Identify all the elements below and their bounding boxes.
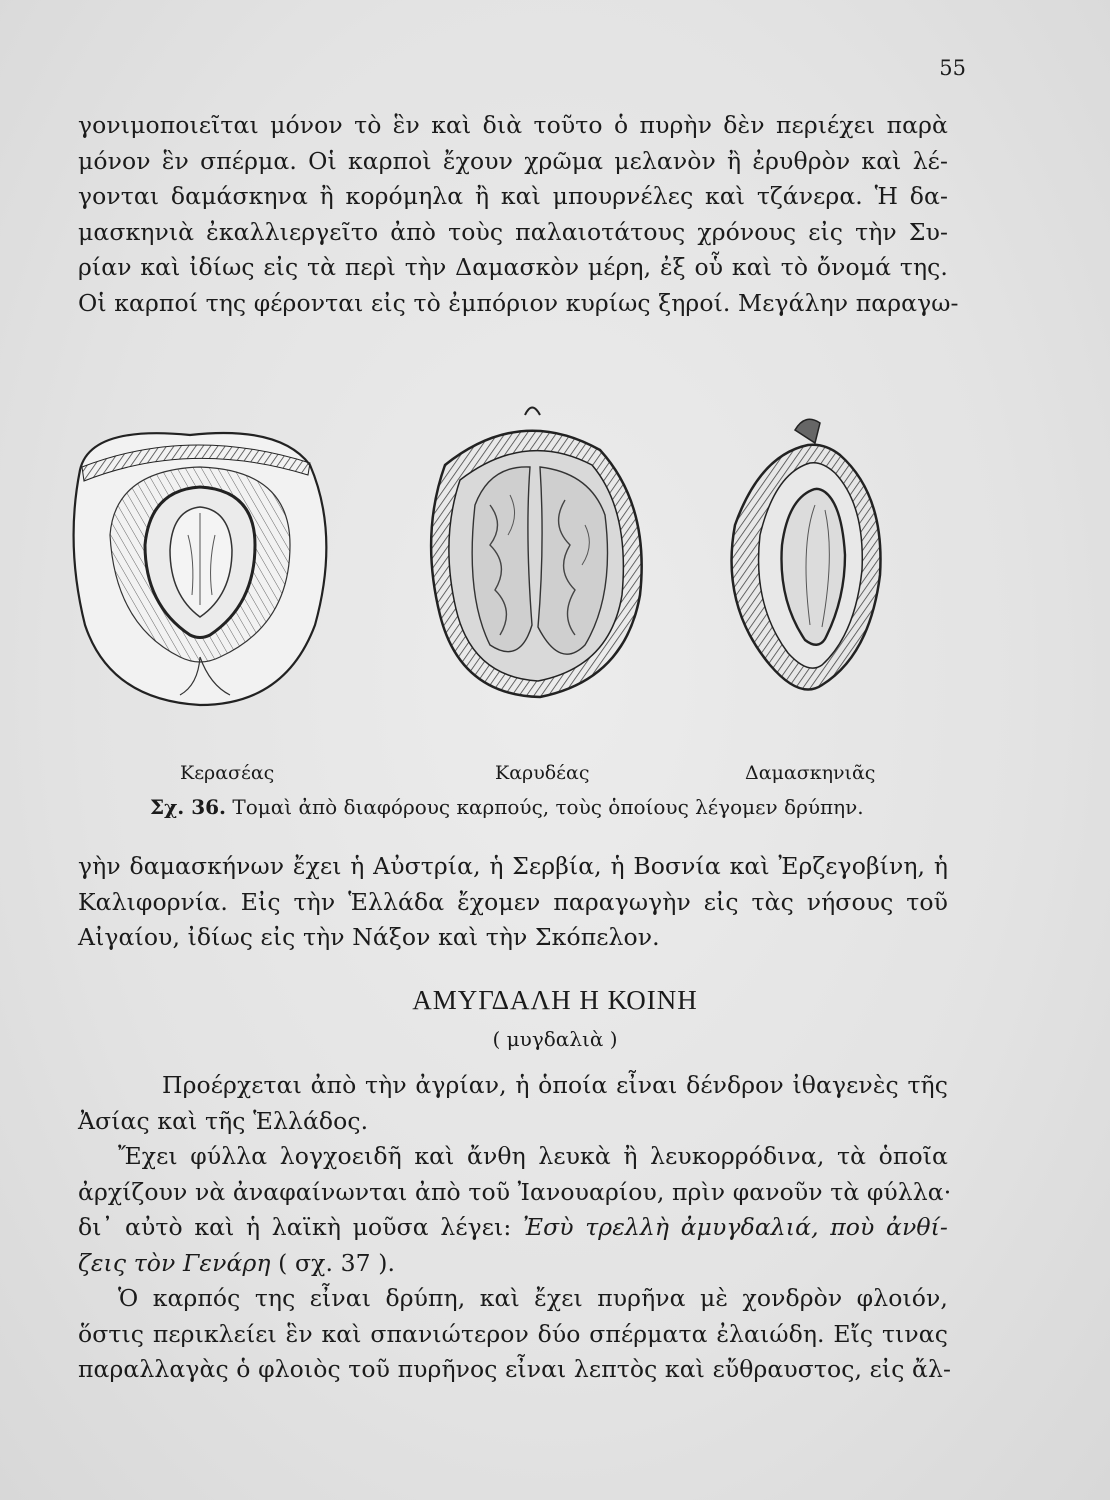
- text-line: [78, 1246, 948, 1282]
- text-line: παραλλαγὰς ὁ φλοιὸς τοῦ πυρῆνος εἶναι λεπτὸς καὶ εὔθραυστος, εἰς ἄλ-: [78, 1355, 952, 1383]
- text-line: Καλιφορνία. Εἰς τὴν Ἑλλάδα ἔχομεν παραγωγὴν εἰς τὰς νήσους τοῦ: [78, 887, 948, 916]
- text-line: Ἔχει φύλλα λογχοειδῆ καὶ ἄνθη λευκὰ ἢ λευκορρόδινα, τὰ ὁποῖα: [118, 1142, 948, 1170]
- text-line: Προέρχεται ἀπὸ τὴν ἀγρίαν, ἡ ὁποία εἶναι δένδρον ἰθαγενὲς τῆς: [162, 1071, 948, 1099]
- text-line: γονιμοποιεῖται μόνον τὸ ἓν καὶ διὰ τοῦτο ὁ πυρὴν δὲν περιέχει παρὰ: [78, 111, 948, 139]
- quoted-verse: Ἐσὺ τρελλὴ ἀμυγδαλιά, ποὺ ἀνθί-: [522, 1213, 948, 1241]
- figure-caption: [150, 795, 864, 819]
- paragraph-almond: [78, 1068, 952, 1388]
- text-line: Οἱ καρποί της φέρονται εἰς τὸ ἐμπόριον κυρίως ξηροί. Μεγάλην παραγω-: [78, 288, 959, 317]
- text-line: Ἀσίας καὶ τῆς Ἑλλάδος.: [78, 1106, 369, 1135]
- text-line: μόνον ἓν σπέρμα. Οἱ καρποὶ ἔχουν χρῶμα μελανὸν ἢ ἐρυθρὸν καὶ λέ-: [78, 146, 948, 175]
- text-line: γονται δαμάσκηνα ἢ κορόμηλα ἢ καὶ μπουρνέλες καὶ τζάνερα. Ἡ δα-: [78, 182, 948, 210]
- walnut-section-drawing: [431, 408, 642, 698]
- label-cherry: Κερασέας: [180, 762, 275, 784]
- text-line: μασκηνιὰ ἐκαλλιεργεῖτο ἀπὸ τοὺς παλαιοτάτους χρόνους εἰς τὴν Συ-: [78, 217, 948, 246]
- text-line: Αἰγαίου, ἰδίως εἰς τὴν Νάξον καὶ τὴν Σκόπελον.: [78, 923, 660, 951]
- cherry-section-drawing: [74, 433, 327, 705]
- text-fragment: δι᾽ αὐτὸ καὶ ἡ λαϊκὴ μοῦσα λέγει:: [78, 1213, 523, 1241]
- text-line: ὅστις περικλείει ἓν καὶ σπανιώτερον δύο σπέρματα ἐλαιώδη. Εἴς τινας: [78, 1319, 948, 1348]
- text-fragment: ( σχ. 37 ).: [270, 1248, 396, 1277]
- paragraph-plum-production: [78, 849, 948, 956]
- text-line: Ὁ καρπός της εἶναι δρύπη, καὶ ἔχει πυρῆνα μὲ χονδρὸν φλοιόν,: [118, 1284, 948, 1312]
- text-line: γὴν δαμασκήνων ἔχει ἡ Αὐστρία, ἡ Σερβία, ἡ Βοσνία καὶ Ἐρζεγοβίνη, ἡ: [78, 852, 948, 880]
- figure-illustration: [70, 395, 950, 765]
- text-line: ἀρχίζουν νὰ ἀναφαίνωνται ἀπὸ τοῦ Ἰανουαρίου, πρὶν φανοῦν τὰ φύλλα·: [78, 1177, 952, 1206]
- figure-fruit-sections: [70, 395, 950, 765]
- text-line: ρίαν καὶ ἰδίως εἰς τὰ περὶ τὴν Δαμασκὸν μέρη, ἐξ οὗ καὶ τὸ ὄνομά της.: [78, 253, 948, 281]
- text-line: [78, 1210, 948, 1246]
- label-walnut: Καρυδέας: [495, 762, 590, 784]
- quoted-verse: ζεις τὸν Γενάρη: [78, 1248, 271, 1277]
- section-title: ΑΜΥΓΔΑΛΗ Η ΚΟΙΝΗ: [412, 985, 698, 1015]
- plum-section-drawing: [732, 419, 881, 689]
- paragraph-plum-intro: [78, 108, 959, 321]
- label-plum: Δαμασκηνιᾶς: [745, 762, 876, 784]
- figure-number: Σχ. 36.: [150, 795, 227, 819]
- page-number: 55: [939, 56, 966, 80]
- figure-caption-text: Τομαὶ ἀπὸ διαφόρους καρπούς, τοὺς ὁποίους λέγομεν δρύπην.: [232, 795, 864, 819]
- section-subtitle: ( μυγδαλιὰ ): [492, 1027, 618, 1051]
